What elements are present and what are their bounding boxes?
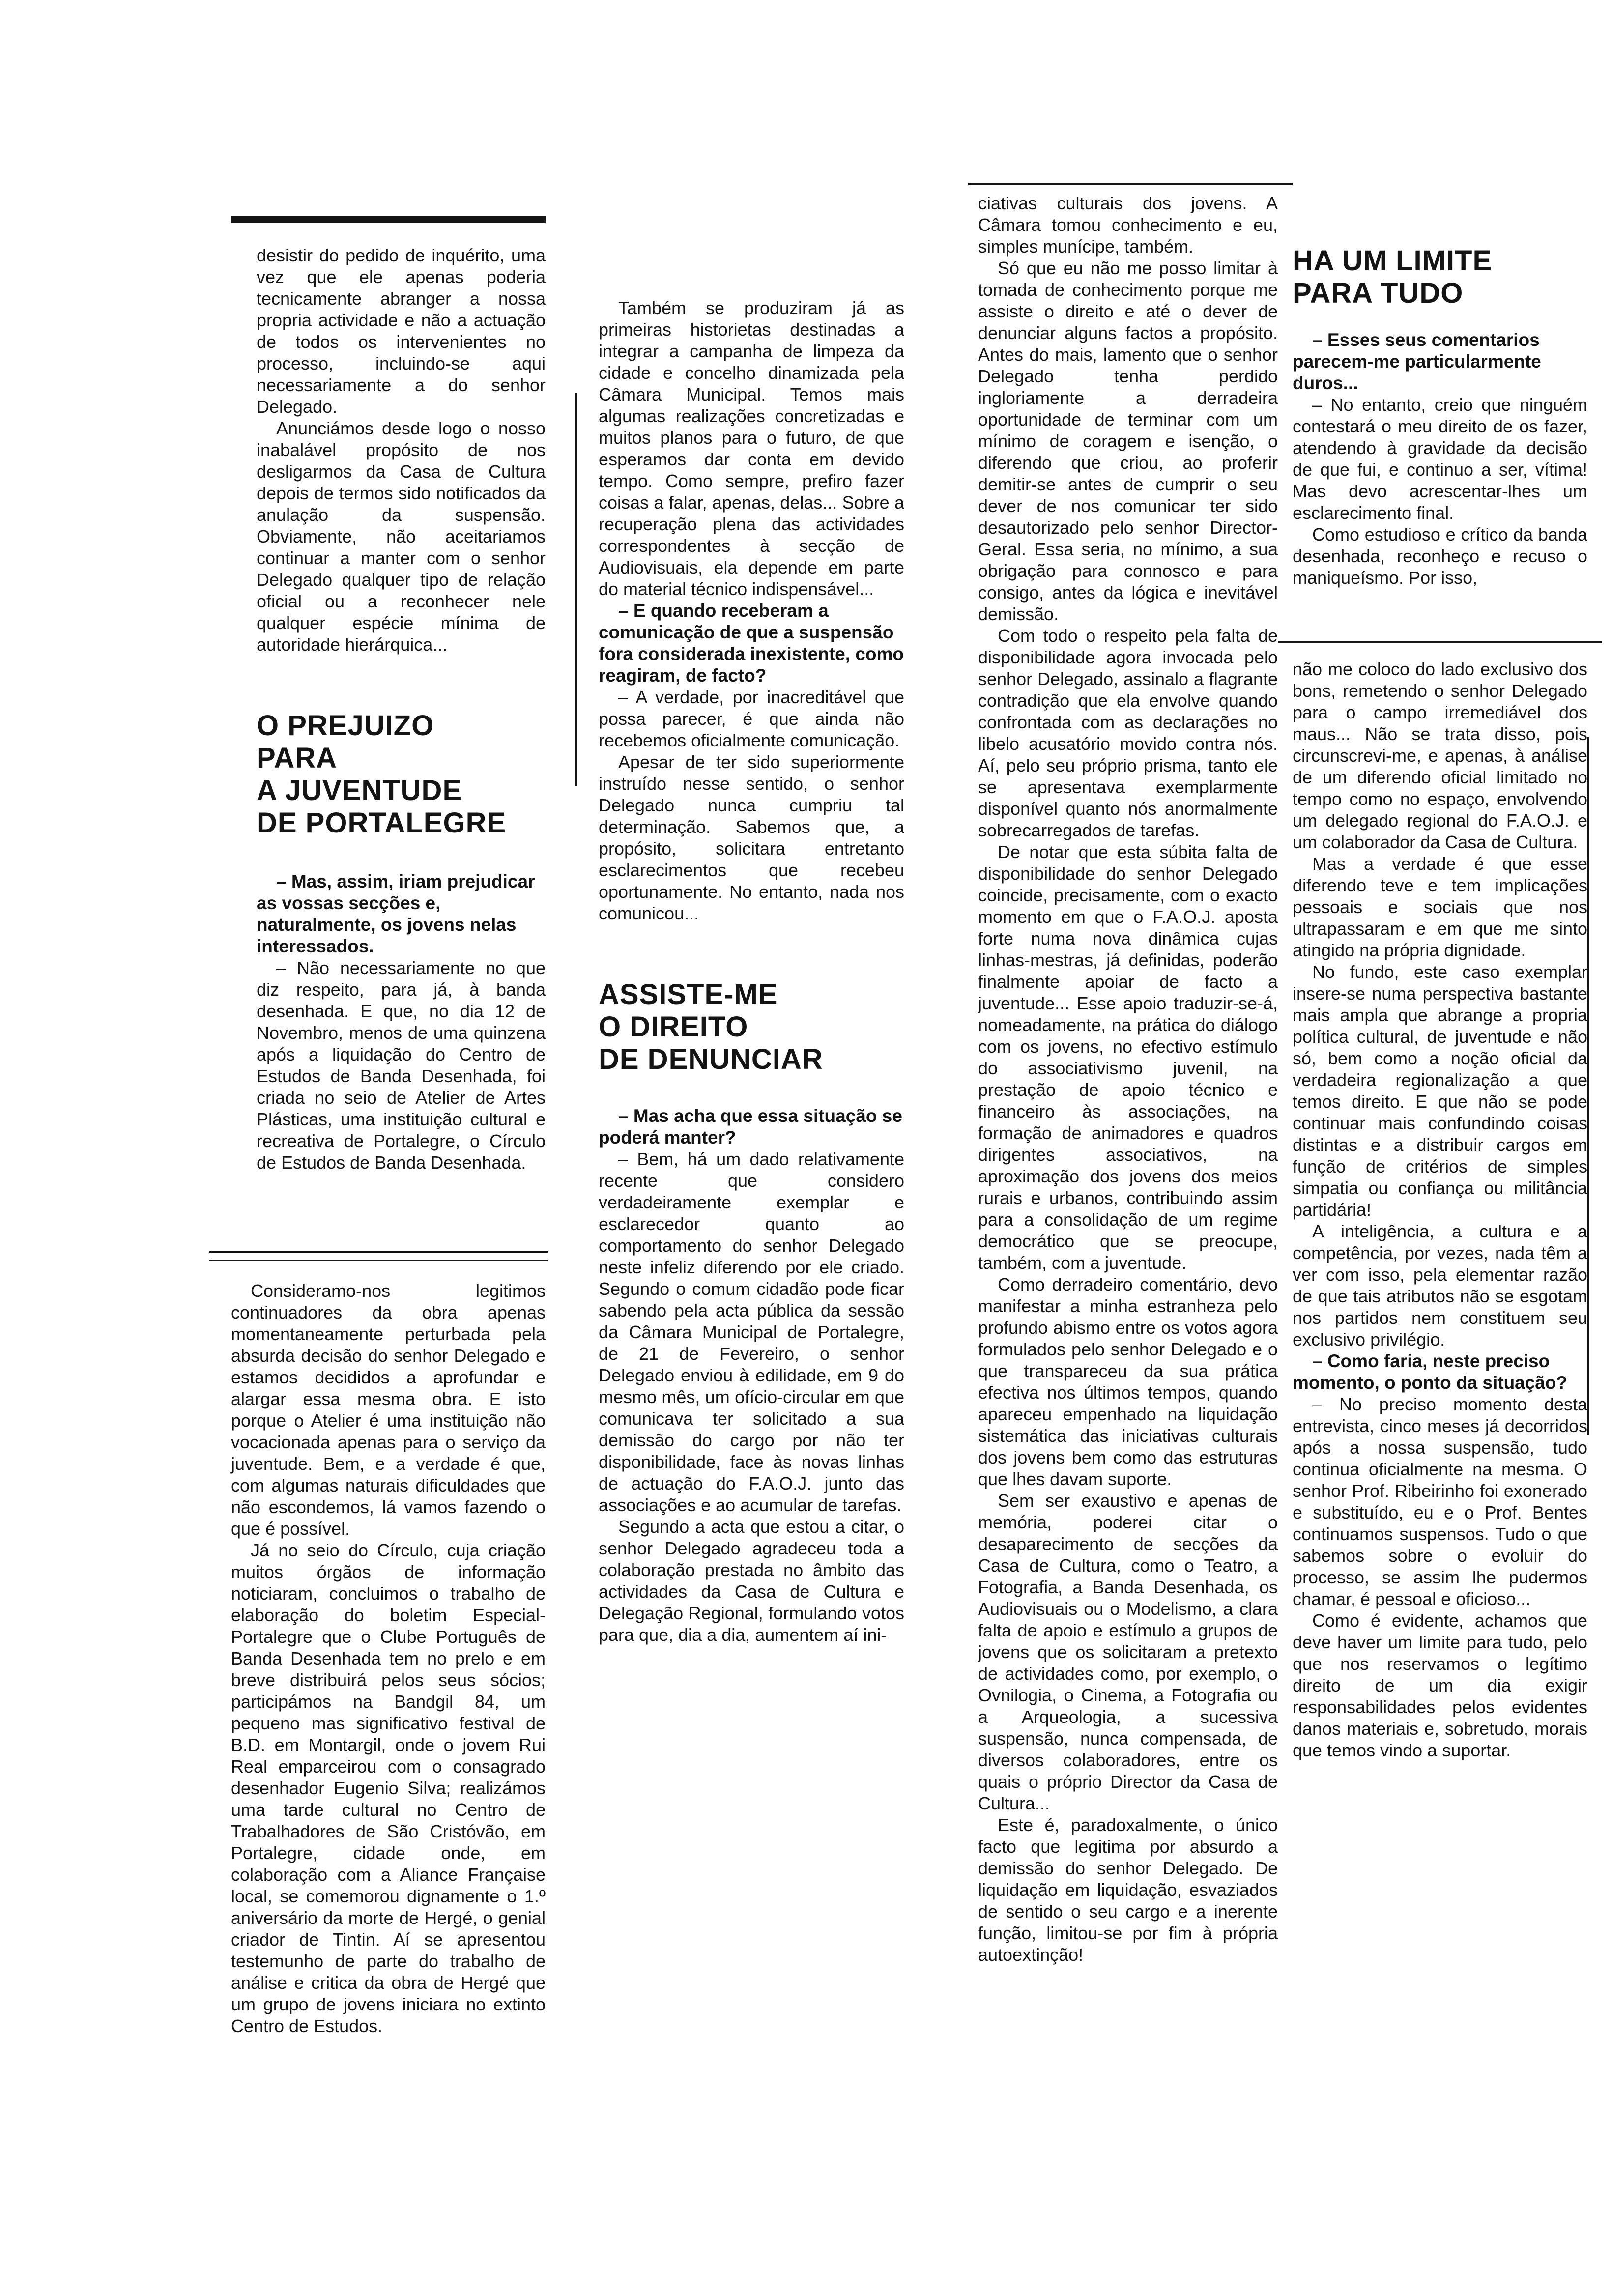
col3-paragraph: Sem ser exaustivo e apenas de memória, poderei citar o desaparecimento de secções da Casa de Cultura, como o Teatro, a Fotografia, a Banda Desenhada, os Audiovisuais ou o Modelismo, a clara falta de apoio e estímulo a grupos de jovens que os solicitaram a pretexto de actividades como, por exemplo, o Ovnilogia, o Cinema, a Fotografia ou a Arqueologia, a sucessiva suspensão, nunca compensada, de diversos colaboradores, entre os quais o próprio Director da Casa de Cultura... xyxy=(978,1491,1278,1813)
interview-answer: – Não necessariamente no que diz respeito, para já, à banda desenhada. E que, no dia 12 de Novembro, menos de uma quinzena após a liquidação do Centro de Estudos de Banda Desenhada, foi criada no seio de Atelier de Artes Plásticas, uma instituição cultural e recreativa de Portalegre, o Círculo de Estudos de Banda Desenhada. xyxy=(257,958,546,1173)
interview-answer: – Bem, há um dado relativamente recente que considero verdadeiramente exemplar e esclarecedor quanto ao comportamento do senhor Delegado neste infeliz diferendo por ele criado. Segundo o comum cidadão pode ficar sabendo pela acta pública da sessão da Câmara Municipal de Portalegre, de 21 de Fevereiro, o senhor Delegado enviou à edilidade, em 9 do mesmo mês, um ofício-circular em que comunicava ter solicitado a sua demissão do cargo por não ter disponibilidade, face às novas linhas de actuação do F.A.O.J. junto das associações e ao acumular de tarefas. xyxy=(599,1149,904,1515)
col3-paragraph: Como derradeiro comentário, devo manifestar a minha estranheza pelo profundo abismo entre os votos agora formulados pelo senhor Delegado e o que transpareceu da sua prática efectiva nos últimos tempos, quando apareceu empenhado na liquidação sistemática das iniciativas culturais dos jovens bem como das estruturas que lhes davam suporte. xyxy=(978,1274,1278,1489)
interview-answer: – No preciso momento desta entrevista, cinco meses já decorridos após a nossa suspensão, tudo continua oficialmente na mesma. O senhor Prof. Ribeirinho foi exonerado e substituído, eu e o Prof. Bentes continuamos suspensos. Tudo o que sabemos sobre o evoluir do processo, se assim lhe pudermos chamar, é pessoal e oficioso... xyxy=(1293,1394,1587,1609)
column-1 xyxy=(257,245,546,1174)
column-divider-left xyxy=(575,393,577,786)
rule-col4-mid xyxy=(1278,641,1602,643)
interview-question: – Esses seus comentarios parecem-me particularmente duros... xyxy=(1293,330,1541,393)
top-rule-col1 xyxy=(231,216,546,223)
column-1-lower xyxy=(231,1280,546,2037)
section-heading-line: A JUVENTUDE xyxy=(257,775,462,806)
col4-paragraph: Mas a verdade é que esse diferendo teve e tem implicações pessoais e sociais que nos ultrapassaram e em que me sinto atingido na própria dignidade. xyxy=(1293,854,1587,960)
rule-col1-lower-2 xyxy=(209,1260,548,1261)
col1-paragraph: Já no seio do Círculo, cuja criação muitos órgãos de informação noticiaram, concluimos o trabalho de elaboração do boletim Especial-Portalegre que o Clube Português de Banda Desenhada tem no prelo e em breve distribuirá pelos seus sócios; participámos na Bandgil 84, um pequeno mas significativo festival de B.D. em Montargil, onde o jovem Rui Real emparceirou com o consagrado desenhador Eugenio Silva; realizámos uma tarde cultural no Centro de Trabalhadores de São Cristóvão, em Portalegre, cidade onde, em colaboração com a Aliance Française local, se comemorou dignamente o 1.º aniversário da morte de Hergé, o genial criador de Tintin. Aí se apresentou testemunho de parte do trabalho de análise e critica da obra de Hergé que um grupo de jovens iniciara no extinto Centro de Estudos. xyxy=(231,1540,546,2036)
col4-paragraph: No fundo, este caso exemplar insere-se numa perspectiva bastante mais ampla que abrange a propria política cultural, de juventude e não só, bem como a noção oficial da verdadeira regionalização a que temos direito. E que não se pode continuar mais confundindo coisas distintas e a distribuir cargos em função de critérios de simples simpatia ou confiança ou militância partidária! xyxy=(1293,962,1587,1220)
col3-paragraph: Este é, paradoxalmente, o único facto que legitima por absurdo a demissão do senhor Delegado. De liquidação em liquidação, esvaziados de sentido o seu cargo e a inerente função, limitou-se por fim à própria autoextinção! xyxy=(978,1815,1278,1965)
column-3 xyxy=(978,193,1278,1966)
column-4-lower xyxy=(1293,659,1587,1761)
top-rule-col3 xyxy=(968,183,1293,185)
section-heading-line: PARA TUDO xyxy=(1293,277,1464,309)
col2-paragraph: Também se produziram já as primeiras historietas destinadas a integrar a campanha de limpeza da cidade e concelho dinamizada pela Câmara Municipal. Temos mais algumas realizações concretizadas e muitos planos para o futuro, de que esperamos dar conta em devido tempo. Como sempre, prefiro fazer coisas a falar, apenas, delas... Sobre a recuperação plena das actividades correspondentes à secção de Audiovisuais, ela depende em parte do material técnico indispensável... xyxy=(599,298,904,599)
column-4 xyxy=(1293,245,1587,589)
col3-paragraph: ciativas culturais dos jovens. A Câmara tomou conhecimento e eu, simples munícipe, também. xyxy=(978,193,1278,257)
section-heading-line: DE DENUNCIAR xyxy=(599,1043,823,1075)
col4-paragraph: não me coloco do lado exclusivo dos bons, remetendo o senhor Delegado para o campo irremediável dos maus... Não se trata disso, pois circunscrevi-me, e apenas, à análise de um diferendo oficial limitado no tempo como no espaço, envolvendo um delegado regional do F.A.O.J. e um colaborador da Casa de Cultura. xyxy=(1293,659,1587,852)
col3-paragraph: Com todo o respeito pela falta de disponibilidade agora invocada pelo senhor Delegado, assinalo a flagrante contradição que ela envolve quando confrontada com as declarações no libelo acusatório movido contra nós. Aí, pelo seu próprio prisma, tanto ele se apresentava exemplarmente disponível quanto nós anormalmente sobrecarregados de tarefas. xyxy=(978,626,1278,840)
interview-answer: Apesar de ter sido superiormente instruído nesse sentido, o senhor Delegado nunca cumpriu tal determinação. Sabemos que, a propósito, solicitara entretanto esclarecimentos que recebeu oportunamente. No entanto, nada nos comunicou... xyxy=(599,752,904,923)
column-divider-right xyxy=(1587,737,1589,1435)
col1-paragraph: Consideramo-nos legitimos continuadores da obra apenas momentaneamente perturbada pela absurda decisão do senhor Delegado e estamos decididos a aprofundar e alargar essa mesma obra. E isto porque o Atelier é uma instituição não vocacionada apenas para o serviço da juventude. Bem, e a verdade é que, com algumas naturais dificuldades que não escondemos, lá vamos fazendo o que é possível. xyxy=(231,1281,546,1539)
interview-answer: – A verdade, por inacreditável que possa parecer, é que ainda não recebemos oficialmente comunicação. xyxy=(599,687,904,750)
column-2 xyxy=(599,297,904,1646)
interview-question: – Mas acha que essa situação se poderá manter? xyxy=(599,1106,902,1148)
interview-answer: – No entanto, creio que ninguém contestará o meu direito de os fazer, atendendo à gravidade da decisão de que fui, e continuo a ser, vítima! Mas devo acrescentar-lhes um esclarecimento final. xyxy=(1293,395,1587,523)
section-heading-line: O PREJUIZO xyxy=(257,710,434,742)
section-heading-line: HA UM LIMITE xyxy=(1293,245,1493,277)
section-heading-line: ASSISTE-ME xyxy=(599,978,778,1010)
interview-answer: Como é evidente, achamos que deve haver um limite para tudo, pelo que nos reservamos o legítimo direito de um dia exigir responsabilidades pelos evidentes danos materiais e, sobretudo, morais que temos vindo a suportar. xyxy=(1293,1610,1587,1760)
col3-paragraph: De notar que esta súbita falta de disponibilidade do senhor Delegado coincide, precisamente, com o exacto momento em que o F.A.O.J. aposta forte numa nova dinâmica cujas linhas-mestras, já definidas, poderão finalmente apoiar de facto a juventude... Esse apoio traduzir-se-á, nomeadamente, na prática do diálogo com os jovens, no efectivo estímulo do associativismo juvenil, na prestação de apoio técnico e financeiro às associações, na formação de animadores e quadros dirigentes associativos, na aproximação dos jovens dos meios rurais e urbanos, contribuindo assim para a consolidação de um regime democrático que se preocupe, também, com a juventude. xyxy=(978,842,1278,1273)
section-heading-line: PARA xyxy=(257,742,338,774)
col3-paragraph: Só que eu não me posso limitar à tomada de conhecimento porque me assiste o direito e até o dever de denunciar alguns factos a propósito. Antes do mais, lamento que o senhor Delegado tenha perdido ingloriamente a derradeira oportunidade de terminar com um mínimo de coragem e isenção, o diferendo que criou, ao proferir demitir-se antes de cumprir o seu dever de nos comunicar ter sido desautorizado pelo senhor Director-Geral. Essa seria, no mínimo, a sua obrigação para connosco e para consigo, antes da lógica e inevitável demissão. xyxy=(978,258,1278,624)
interview-answer: Segundo a acta que estou a citar, o senhor Delegado agradeceu toda a colaboração prestada no âmbito das actividades da Casa de Cultura e Delegação Regional, formulando votos para que, dia a dia, aumentem aí ini- xyxy=(599,1517,904,1645)
rule-col1-lower xyxy=(209,1251,548,1253)
col1-paragraph: Anunciámos desde logo o nosso inabalável propósito de nos desligarmos da Casa de Cultura depois de termos sido notificados da anulação da suspensão. Obviamente, não aceitariamos continuar a manter com o senhor Delegado qualquer tipo de relação oficial ou a reconhecer nele qualquer espécie mínima de autoridade hierárquica... xyxy=(257,418,546,655)
col4-paragraph: A inteligência, a cultura e a competência, por vezes, nada têm a ver com isso, pela elementar razão de que tais atributos não se esgotam nos partidos nem constituem seu exclusivo privilégio. xyxy=(1293,1221,1587,1349)
interview-question: – Como faria, neste preciso momento, o ponto da situação? xyxy=(1293,1351,1568,1393)
col1-paragraph: desistir do pedido de inquérito, uma vez que ele apenas poderia tecnicamente abranger a nossa propria actividade e não a actuação de todos os intervenientes no processo, incluindo-se aqui necessariamente a do senhor Delegado. xyxy=(257,245,546,417)
interview-answer: Como estudioso e crítico da banda desenhada, reconheço e recuso o maniqueísmo. Por isso, xyxy=(1293,524,1587,588)
interview-question: – Mas, assim, iriam prejudicar as vossas secções e, naturalmente, os jovens nelas interessados. xyxy=(257,871,535,956)
section-heading-line: O DIREITO xyxy=(599,1011,748,1043)
interview-question: – E quando receberam a comunicação de que a suspensão fora considerada inexistente, como reagiram, de facto? xyxy=(599,601,904,686)
section-heading-line: DE PORTALEGRE xyxy=(257,807,507,839)
